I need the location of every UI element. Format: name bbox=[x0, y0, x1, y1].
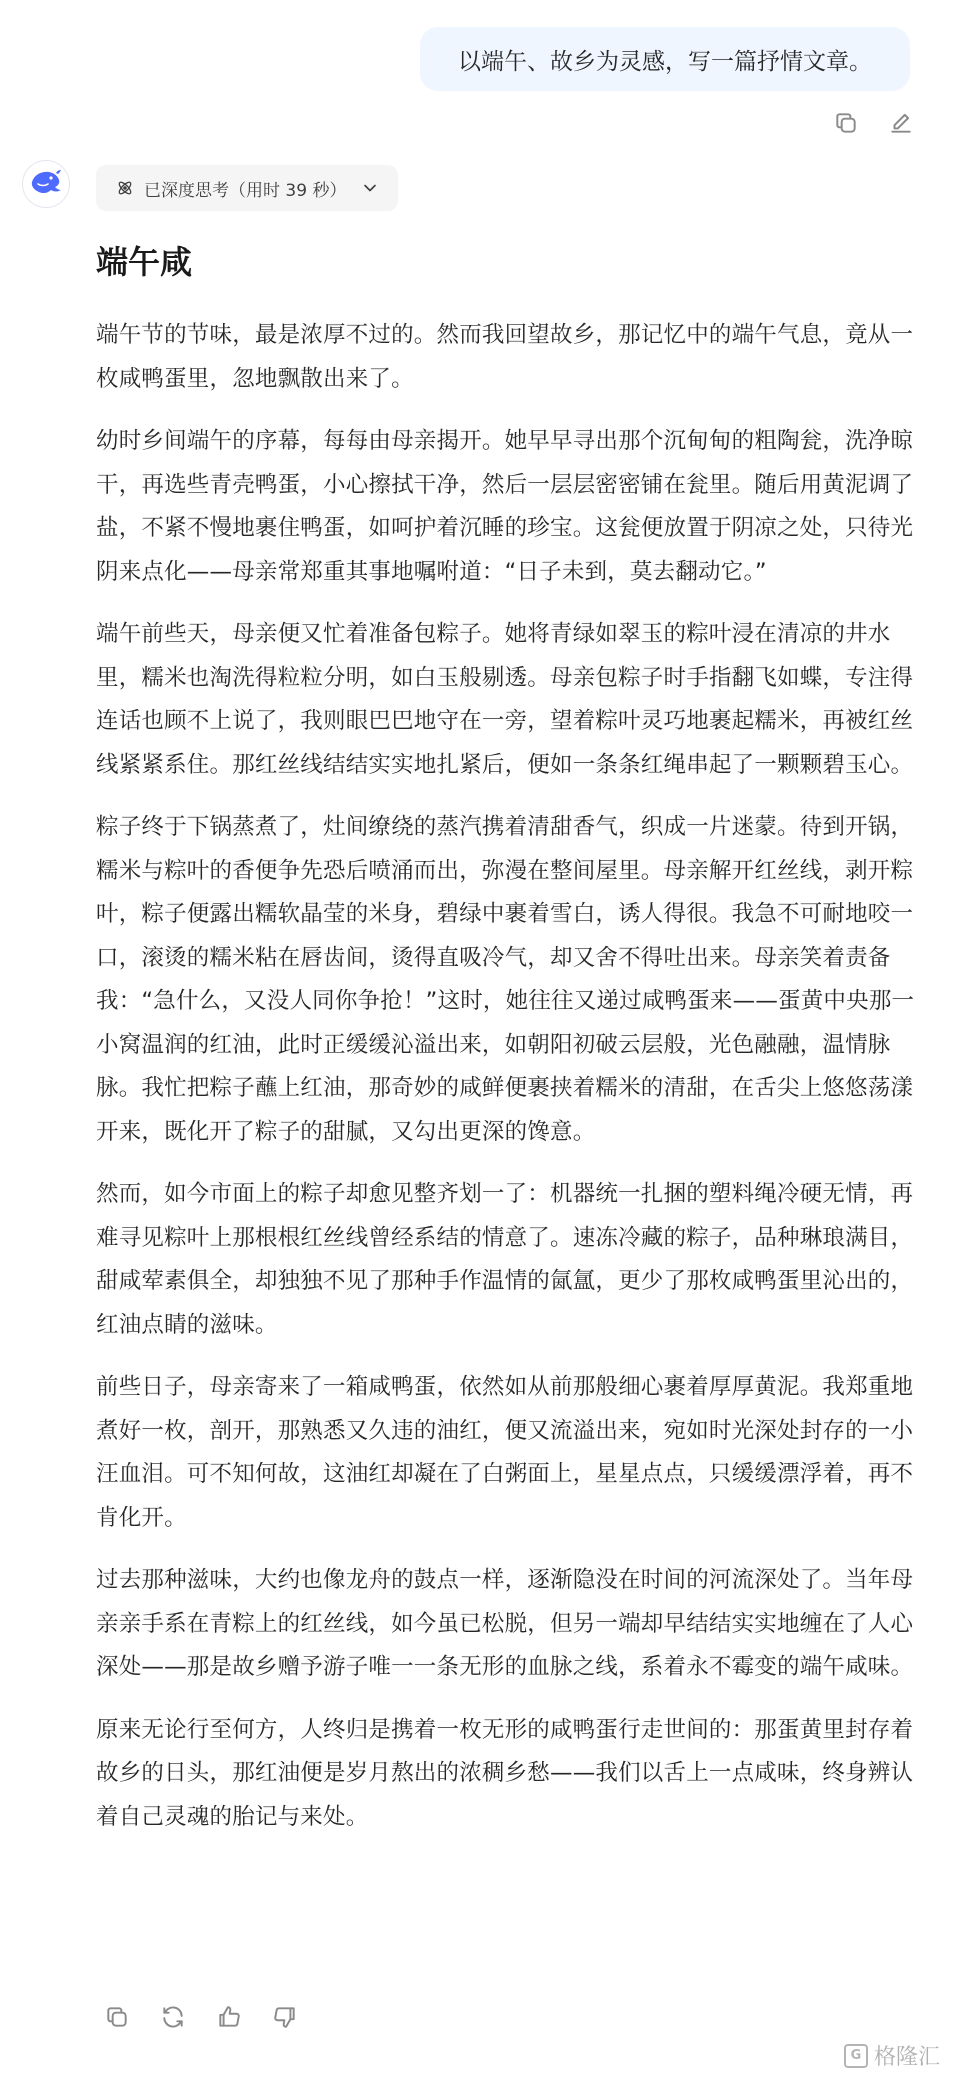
user-message-text: 以端午、故乡为灵感，写一篇抒情文章。 bbox=[458, 48, 872, 75]
whale-logo-icon bbox=[29, 167, 63, 201]
article-paragraph: 前些日子，母亲寄来了一箱咸鸭蛋，依然如从前那般细心裹着厚厚黄泥。我郑重地煮好一枚，剖开，那熟悉又久违的油红，便又流溢出来，宛如时光深处封存的一小汪血泪。可不知何故，这油红却凝在了白粥面上，星星点点，只缓缓漂浮着，再不肯化开。 bbox=[96, 1374, 914, 1531]
like-button[interactable] bbox=[208, 1998, 250, 2040]
copy-response-button[interactable] bbox=[96, 1998, 138, 2040]
copy-message-button[interactable] bbox=[829, 108, 863, 142]
article-paragraph: 端午节的节味，最是浓厚不过的。然而我回望故乡，那记忆中的端午气息，竟从一枚咸鸭蛋里，忽地飘散出来了。 bbox=[96, 322, 914, 392]
thumbs-up-icon bbox=[216, 2004, 242, 2034]
article-paragraph: 原来无论行至何方，人终归是携着一枚无形的咸鸭蛋行走世间的：那蛋黄里封存着故乡的日头，那红油便是岁月熬出的浓稠乡愁——我们以舌上一点咸味，终身辨认着自己灵魂的胎记与来处。 bbox=[96, 1716, 914, 1830]
watermark-logo: G bbox=[844, 2044, 868, 2068]
edit-icon bbox=[888, 110, 914, 140]
deep-think-toggle[interactable] bbox=[96, 165, 398, 211]
assistant-response bbox=[96, 230, 916, 1858]
article-paragraph: 粽子终于下锅蒸煮了，灶间缭绕的蒸汽携着清甜香气，织成一片迷蒙。待到开锅，糯米与粽叶的香便争先恐后喷涌而出，弥漫在整间屋里。母亲解开红丝线，剥开粽叶，粽子便露出糯软晶莹的米身，碧绿中裹着雪白，诱人得很。我急不可耐地咬一口，滚烫的糯米粘在唇齿间，烫得直吸冷气，却又舍不得吐出来。母亲笑着责备我：“急什么，又没人同你争抢！”这时，她往往又递过咸鸭蛋来——蛋黄中央那一小窝温润的红油，此时正缓缓沁溢出来，如朝阳初破云层般，光色融融，温情脉脉。我忙把粽子蘸上红油，那奇妙的咸鲜便裹挟着糯米的清甜，在舌尖上悠悠荡漾开来，既化开了粽子的甜腻，又勾出更深的馋意。 bbox=[96, 814, 915, 1145]
regenerate-icon bbox=[160, 2004, 186, 2034]
atom-icon bbox=[116, 179, 134, 197]
article-paragraph: 然而，如今市面上的粽子却愈见整齐划一了：机器统一扎捆的塑料绳冷硬无情，再难寻见粽叶上那根根红丝线曾经系结的情意了。速冻冷藏的粽子，品种琳琅满目，甜咸荤素俱全，却独独不见了那种手作温情的氤氲，更少了那枚咸鸭蛋里沁出的，红油点睛的滋味。 bbox=[96, 1181, 914, 1338]
edit-message-button[interactable] bbox=[884, 108, 918, 142]
watermark bbox=[844, 2040, 940, 2071]
deep-think-label: 已深度思考（用时 39 秒） bbox=[144, 180, 347, 201]
user-message-bubble bbox=[420, 27, 910, 91]
dislike-button[interactable] bbox=[264, 1998, 306, 2040]
chevron-down-icon bbox=[360, 178, 380, 198]
response-actions bbox=[96, 1998, 306, 2040]
article-paragraph: 幼时乡间端午的序幕，每每由母亲揭开。她早早寻出那个沉甸甸的粗陶瓮，洗净晾干，再选些青壳鸭蛋，小心擦拭干净，然后一层层密密铺在瓮里。随后用黄泥调了盐，不紧不慢地裹住鸭蛋，如呵护着沉睡的珍宝。这瓮便放置于阴凉之处，只待光阴来点化——母亲常郑重其事地嘱咐道：“日子未到，莫去翻动它。” bbox=[96, 428, 914, 585]
assistant-avatar bbox=[22, 160, 70, 208]
watermark-text: 格隆汇 bbox=[873, 2045, 940, 2070]
copy-icon bbox=[104, 2004, 130, 2034]
thumbs-down-icon bbox=[272, 2004, 298, 2034]
article-title: 端午咸 bbox=[96, 243, 193, 281]
article-paragraph: 端午前些天，母亲便又忙着准备包粽子。她将青绿如翠玉的粽叶浸在清凉的井水里，糯米也淘洗得粒粒分明，如白玉般剔透。母亲包粽子时手指翻飞如蝶，专注得连话也顾不上说了，我则眼巴巴地守在一旁，望着粽叶灵巧地裹起糯米，再被红丝线紧紧系住。那红丝线结结实实地扎紧后，便如一条条红绳串起了一颗颗碧玉心。 bbox=[96, 621, 914, 778]
regenerate-button[interactable] bbox=[152, 1998, 194, 2040]
article-paragraph: 过去那种滋味，大约也像龙舟的鼓点一样，逐渐隐没在时间的河流深处了。当年母亲亲手系在青粽上的红丝线，如今虽已松脱，但另一端却早结结实实地缠在了人心深处——那是故乡赠予游子唯一一条无形的血脉之线，系着永不霉变的端午咸味。 bbox=[96, 1567, 914, 1680]
copy-icon bbox=[833, 110, 859, 140]
